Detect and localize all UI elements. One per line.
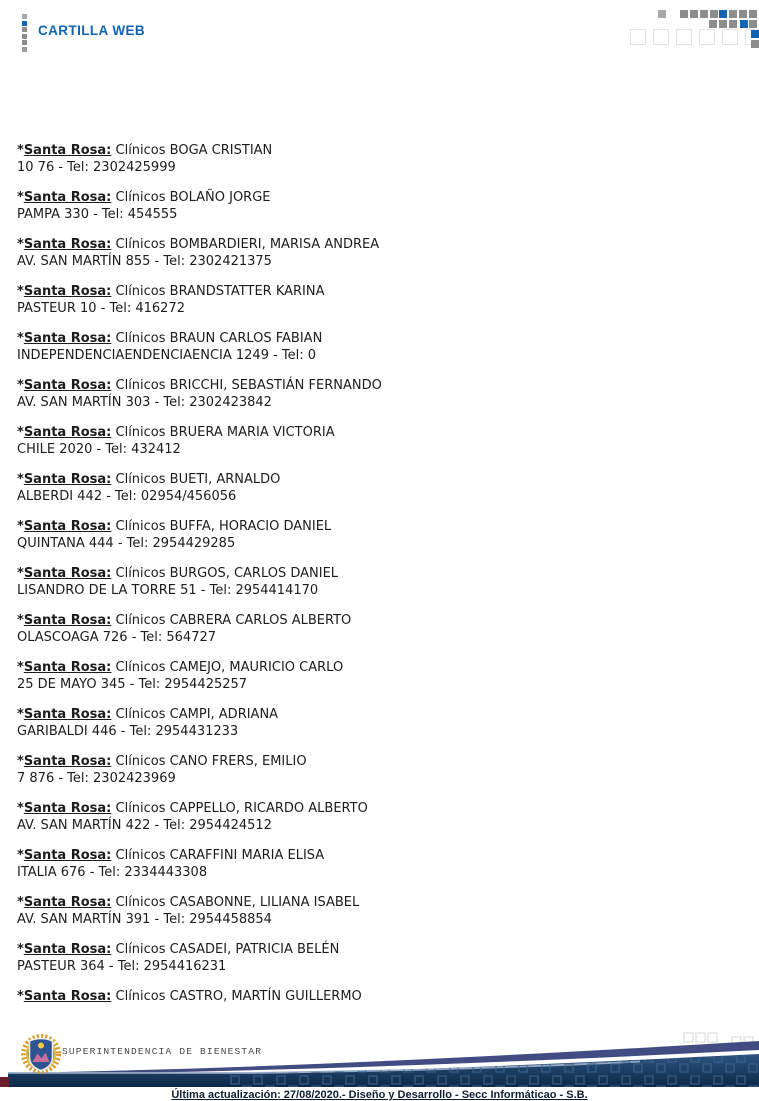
outline-square — [630, 29, 646, 45]
update-note: Última actualización: 27/08/2020.- Diseño y Desarrollo - Secc Informáticao - S.B. — [171, 1089, 588, 1101]
entry-city: Santa Rosa: — [23, 425, 112, 440]
entry-header-line — [17, 189, 741, 206]
entry-name: Clínicos CANO FRERS, EMILIO — [111, 754, 307, 769]
directory-entry — [17, 189, 741, 223]
entry-marker: * — [17, 472, 24, 487]
entry-city: Santa Rosa: — [23, 472, 112, 487]
entry-city: Santa Rosa: — [23, 660, 112, 675]
header — [0, 0, 759, 60]
entry-name: Clínicos CASTRO, MARTÍN GUILLERMO — [111, 989, 362, 1004]
entry-marker: * — [17, 378, 24, 393]
entry-city: Santa Rosa: — [23, 190, 112, 205]
brand-square — [22, 34, 27, 39]
entry-marker: * — [17, 284, 24, 299]
pixel-square — [749, 10, 757, 18]
entry-name: Clínicos BOMBARDIERI, MARISA ANDREA — [111, 237, 380, 252]
brand-square — [22, 40, 27, 45]
brand-square — [22, 27, 27, 32]
entry-marker: * — [17, 237, 24, 252]
entry-name: Clínicos BUFFA, HORACIO DANIEL — [111, 519, 332, 534]
pixel-square — [719, 10, 727, 18]
directory-entry — [17, 753, 741, 787]
directory-entry — [17, 706, 741, 740]
entry-header-line — [17, 847, 741, 864]
entry-marker: * — [17, 190, 24, 205]
entry-name: Clínicos BRICCHI, SEBASTIÁN FERNANDO — [111, 378, 382, 393]
pixel-square — [710, 10, 718, 18]
pixel-square — [751, 40, 759, 48]
entry-name: Clínicos CAMEJO, MAURICIO CARLO — [111, 660, 344, 675]
entry-name: Clínicos BRANDSTATTER KARINA — [111, 284, 325, 299]
entry-city: Santa Rosa: — [23, 989, 112, 1004]
entry-city: Santa Rosa: — [23, 331, 112, 346]
brand-square — [22, 21, 27, 26]
entry-marker: * — [17, 895, 24, 910]
directory-entry — [17, 377, 741, 411]
entry-header-line — [17, 941, 741, 958]
directory-list — [17, 142, 741, 1018]
entry-city: Santa Rosa: — [23, 754, 112, 769]
entry-address-tel: PAMPA 330 - Tel: 454555 — [17, 207, 178, 222]
pixel-square — [719, 20, 727, 28]
org-name: SUPERINTENDENCIA DE BIENESTAR — [62, 1046, 263, 1057]
directory-entry — [17, 142, 741, 176]
entry-header-line — [17, 377, 741, 394]
entry-marker: * — [17, 425, 24, 440]
entry-address-tel: CHILE 2020 - Tel: 432412 — [17, 442, 181, 457]
entry-name: Clínicos BOGA CRISTIAN — [111, 143, 273, 158]
directory-entry — [17, 518, 741, 552]
entry-name: Clínicos BRAUN CARLOS FABIAN — [111, 331, 323, 346]
directory-entry — [17, 471, 741, 505]
entry-header-line — [17, 988, 741, 1005]
entry-name: Clínicos CASABONNE, LILIANA ISABEL — [111, 895, 360, 910]
entry-marker: * — [17, 707, 24, 722]
entry-name: Clínicos BOLAÑO JORGE — [111, 190, 271, 205]
entry-address-tel: ALBERDI 442 - Tel: 02954/456056 — [17, 489, 237, 504]
entry-marker: * — [17, 519, 24, 534]
entry-header-line — [17, 518, 741, 535]
entry-header-line — [17, 659, 741, 676]
entry-name: Clínicos BRUERA MARIA VICTORIA — [111, 425, 335, 440]
pixel-square — [751, 30, 759, 38]
entry-address-tel: 10 76 - Tel: 2302425999 — [17, 160, 176, 175]
entry-header-line — [17, 142, 741, 159]
outline-square — [745, 29, 759, 45]
entry-address-tel: 25 DE MAYO 345 - Tel: 2954425257 — [17, 677, 248, 692]
entry-header-line — [17, 706, 741, 723]
entry-header-line — [17, 753, 741, 770]
directory-entry — [17, 847, 741, 881]
entry-header-line — [17, 612, 741, 629]
directory-entry — [17, 988, 741, 1005]
entry-marker: * — [17, 989, 24, 1004]
pixel-square — [739, 10, 747, 18]
entry-header-line — [17, 330, 741, 347]
entry-address-tel: ITALIA 676 - Tel: 2334443308 — [17, 865, 208, 880]
pixel-square — [740, 20, 748, 28]
entry-address-tel: AV. SAN MARTÍN 391 - Tel: 2954458854 — [17, 912, 272, 927]
directory-entry — [17, 283, 741, 317]
directory-entry — [17, 236, 741, 270]
entry-address-tel: LISANDRO DE LA TORRE 51 - Tel: 2954414170 — [17, 583, 319, 598]
pixel-square — [700, 10, 708, 18]
maroon-accent — [0, 1077, 9, 1087]
entry-address-tel: INDEPENDENCIAENDENCIAENCIA 1249 - Tel: 0 — [17, 348, 317, 363]
directory-entry — [17, 800, 741, 834]
outline-square — [699, 29, 715, 45]
entry-address-tel: AV. SAN MARTÍN 855 - Tel: 2302421375 — [17, 254, 272, 269]
entry-header-line — [17, 283, 741, 300]
entry-address-tel: OLASCOAGA 726 - Tel: 564727 — [17, 630, 217, 645]
pixel-square — [729, 20, 737, 28]
entry-marker: * — [17, 331, 24, 346]
outline-square — [676, 29, 692, 45]
footer-swoosh — [0, 1030, 759, 1090]
entry-name: Clínicos CASADEI, PATRICIA BELÉN — [111, 942, 340, 957]
entry-marker: * — [17, 613, 24, 628]
directory-entry — [17, 659, 741, 693]
pixel-square — [658, 10, 666, 18]
outline-square — [722, 29, 738, 45]
entry-city: Santa Rosa: — [23, 942, 112, 957]
page-title: CARTILLA WEB — [38, 23, 146, 38]
entry-name: Clínicos BUETI, ARNALDO — [111, 472, 281, 487]
entry-marker: * — [17, 660, 24, 675]
entry-city: Santa Rosa: — [23, 378, 112, 393]
entry-city: Santa Rosa: — [23, 801, 112, 816]
entry-city: Santa Rosa: — [23, 566, 112, 581]
entry-city: Santa Rosa: — [23, 143, 112, 158]
directory-entry — [17, 612, 741, 646]
pixel-square — [749, 20, 757, 28]
entry-marker: * — [17, 754, 24, 769]
superintendencia-crest-icon — [19, 1031, 63, 1077]
entry-header-line — [17, 800, 741, 817]
entry-city: Santa Rosa: — [23, 237, 112, 252]
entry-city: Santa Rosa: — [23, 519, 112, 534]
entry-name: Clínicos CARAFFINI MARIA ELISA — [111, 848, 325, 863]
pixel-square — [680, 10, 688, 18]
directory-entry — [17, 941, 741, 975]
pixel-square — [729, 10, 737, 18]
entry-name: Clínicos CAPPELLO, RICARDO ALBERTO — [111, 801, 368, 816]
brand-square — [22, 14, 27, 19]
entry-city: Santa Rosa: — [23, 707, 112, 722]
entry-address-tel: PASTEUR 10 - Tel: 416272 — [17, 301, 185, 316]
directory-entry — [17, 565, 741, 599]
directory-entry — [17, 894, 741, 928]
entry-city: Santa Rosa: — [23, 895, 112, 910]
entry-address-tel: AV. SAN MARTÍN 303 - Tel: 2302423842 — [17, 395, 272, 410]
entry-name: Clínicos CAMPI, ADRIANA — [111, 707, 279, 722]
entry-marker: * — [17, 848, 24, 863]
entry-address-tel: PASTEUR 364 - Tel: 2954416231 — [17, 959, 227, 974]
entry-name: Clínicos CABRERA CARLOS ALBERTO — [111, 613, 352, 628]
entry-header-line — [17, 424, 741, 441]
entry-marker: * — [17, 566, 24, 581]
outline-square — [653, 29, 669, 45]
directory-entry — [17, 424, 741, 458]
entry-header-line — [17, 236, 741, 253]
entry-marker: * — [17, 942, 24, 957]
entry-address-tel: AV. SAN MARTÍN 422 - Tel: 2954424512 — [17, 818, 272, 833]
entry-city: Santa Rosa: — [23, 613, 112, 628]
entry-header-line — [17, 565, 741, 582]
entry-city: Santa Rosa: — [23, 848, 112, 863]
entry-address-tel: GARIBALDI 446 - Tel: 2954431233 — [17, 724, 239, 739]
entry-marker: * — [17, 143, 24, 158]
entry-marker: * — [17, 801, 24, 816]
entry-header-line — [17, 471, 741, 488]
entry-name: Clínicos BURGOS, CARLOS DANIEL — [111, 566, 339, 581]
entry-city: Santa Rosa: — [23, 284, 112, 299]
pixel-square — [690, 10, 698, 18]
pixel-square — [709, 20, 717, 28]
brand-square — [22, 47, 27, 52]
entry-address-tel: 7 876 - Tel: 2302423969 — [17, 771, 176, 786]
entry-header-line — [17, 894, 741, 911]
entry-address-tel: QUINTANA 444 - Tel: 2954429285 — [17, 536, 236, 551]
directory-entry — [17, 330, 741, 364]
